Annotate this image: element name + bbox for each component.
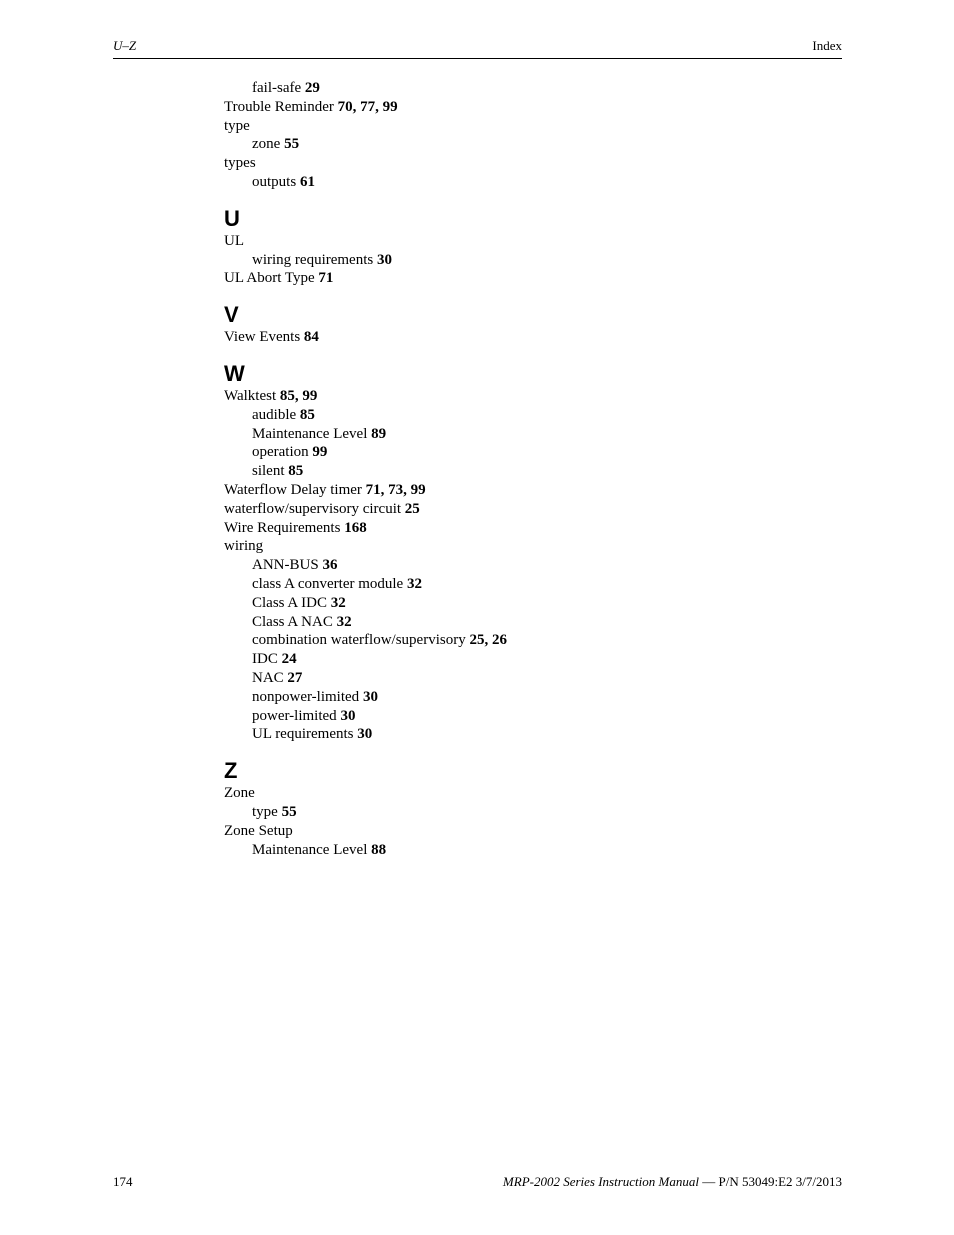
index-subentry [224,251,724,270]
index-page-refs: 30 [357,726,373,743]
index-entry [224,98,724,117]
index-term: wiring requirements [252,251,374,268]
index-letter-heading: V [224,302,239,328]
index-term: Zone [224,785,255,802]
index-subentry [224,650,724,669]
index-term: View Events [224,329,301,346]
index-entry [224,328,724,347]
index-subentry [224,406,724,425]
index-entry [224,500,724,519]
index-term: fail-safe [252,80,302,96]
index-page-refs: 70, 77, 99 [337,98,398,115]
index-entry [224,154,724,173]
index-page-refs: 30 [376,251,392,268]
index-page-refs: 32 [336,613,352,630]
index-subentry [224,462,724,481]
index-term: UL requirements [252,726,354,743]
index-page-refs: 36 [322,557,338,574]
footer-part-number: P/N 53049:E2 3/7/2013 [718,1174,842,1189]
index-page-refs: 168 [344,519,367,536]
index-page-refs: 32 [406,575,422,592]
index-subentry [224,803,724,822]
index-entry [224,784,724,803]
index-entry [224,117,724,136]
index-term: Class A IDC [252,594,328,611]
index-term: combination waterflow/supervisory [252,632,466,649]
index-term: power-limited [252,707,337,724]
index-subentry [224,613,724,632]
index-page-refs: 29 [304,80,320,96]
index-term: NAC [252,669,284,686]
index-term: waterflow/supervisory circuit [224,500,402,517]
index-subentry [224,707,724,726]
index-page-refs: 99 [312,444,328,461]
index-term: operation [252,444,309,461]
index-subentry [224,688,724,707]
page-number: 174 [113,1174,133,1189]
index-subentry [224,725,724,744]
index-page-refs: 88 [371,841,387,858]
index-page-refs: 61 [299,173,315,190]
index-page-refs: 85 [299,406,315,423]
index-page-refs: 25, 26 [469,632,507,649]
index-subentry [224,594,724,613]
index-subentry [224,841,724,860]
index-term: Wire Requirements [224,519,341,536]
index-subentry [224,575,724,594]
index-entry [224,232,724,251]
index-term: Maintenance Level [252,841,368,858]
index-term: Waterflow Delay timer [224,481,362,498]
index-entry [224,481,724,500]
running-header-title: Index [812,38,842,53]
footer-document-info [503,1174,842,1190]
index-page-refs: 89 [371,425,387,442]
index-term: type [224,117,250,134]
index-page-refs: 71 [318,270,334,287]
index-term: Class A NAC [252,613,333,630]
index-letter-heading: U [224,205,240,231]
index-entry [224,519,724,538]
index-page-refs: 55 [284,136,300,153]
index-term: UL [224,232,244,249]
index-subentry [224,79,724,98]
index-entry [224,387,724,406]
index-term: nonpower-limited [252,688,360,705]
index-entry [224,269,724,288]
index-term: class A converter module [252,575,404,592]
index-page-refs: 85 [288,463,304,480]
index-term: Walktest [224,387,277,404]
index-subentry [224,173,724,192]
index-term: ANN-BUS [252,557,319,574]
index-term: audible [252,406,297,423]
index-term: Maintenance Level [252,425,368,442]
index-term: UL Abort Type [224,270,315,287]
footer-dash: — [698,1174,719,1189]
index-page-refs: 30 [362,688,378,705]
index-subentry [224,425,724,444]
index-term: Zone Setup [224,822,293,839]
index-subentry [224,631,724,650]
index-page-refs: 25 [404,500,420,517]
index-subentry [224,443,724,462]
index-subentry [224,556,724,575]
index-term: outputs [252,173,297,190]
index-page-refs: 27 [287,669,303,686]
index-letter-heading: Z [224,758,238,784]
footer-manual-title: MRP-2002 Series Instruction Manual [502,1174,699,1189]
index-term: IDC [252,651,278,668]
index-page-refs: 24 [281,651,297,668]
index-page-refs: 71, 73, 99 [365,481,426,498]
index-page-refs: 32 [330,594,346,611]
index-term: Trouble Reminder [224,98,334,115]
index-subentry [224,135,724,154]
index-entry [224,537,724,556]
index-term: type [252,803,278,820]
running-header-section: U–Z [113,38,137,53]
index-subentry [224,669,724,688]
index-term: zone [252,136,281,153]
index-page-refs: 55 [281,803,297,820]
index-entry [224,822,724,841]
index-term: silent [252,463,285,480]
index-letter-heading: W [224,360,245,386]
index-list [224,79,724,859]
index-term: types [224,155,256,172]
index-term: wiring [224,538,264,555]
header-divider [113,58,842,59]
index-page-refs: 30 [340,707,356,724]
index-page-refs: 84 [303,329,319,346]
index-page-refs: 85, 99 [279,387,318,404]
